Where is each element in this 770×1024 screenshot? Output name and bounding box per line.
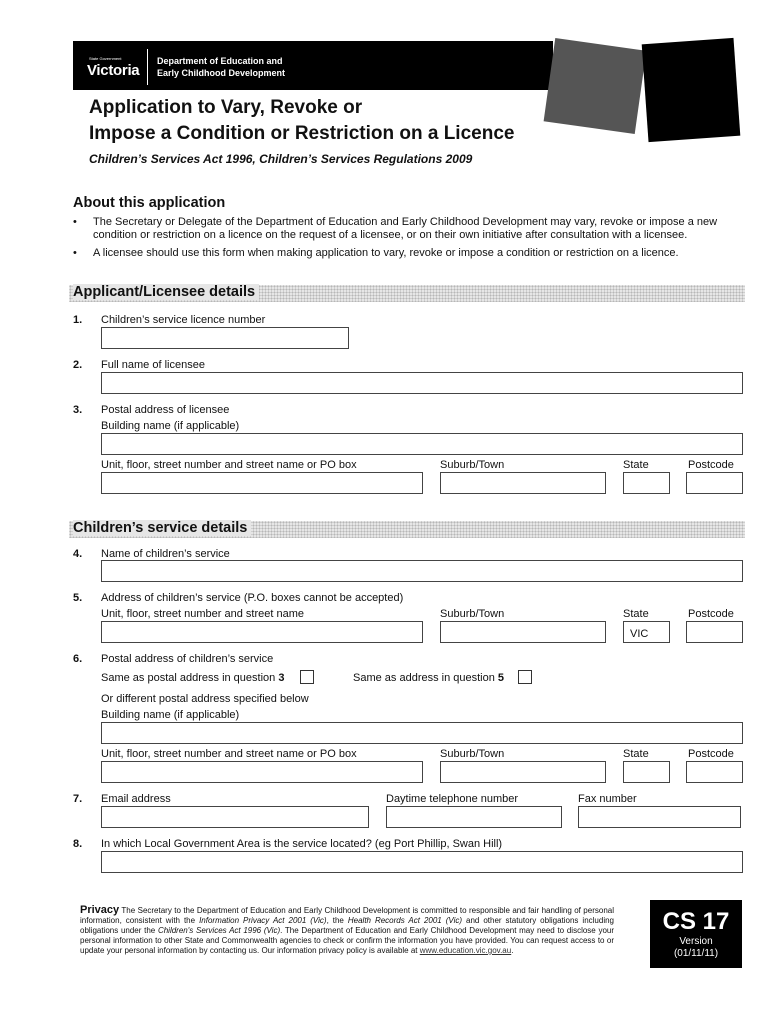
logo-divider <box>147 49 148 85</box>
same-as-q5-checkbox[interactable] <box>518 670 532 684</box>
q6-state-input[interactable] <box>623 761 670 783</box>
q5-postcode-label: Postcode <box>688 608 734 620</box>
about-bullet: • A licensee should use this form when making application to vary, revoke or impose a condition or restriction on a licence. <box>73 247 733 260</box>
q6-suburb-input[interactable] <box>440 761 606 783</box>
fax-label: Fax number <box>578 793 637 805</box>
q3-state-label: State <box>623 459 649 471</box>
form-code: CS 17 <box>662 908 730 935</box>
phone-input[interactable] <box>386 806 562 828</box>
q6-building-input[interactable] <box>101 722 743 744</box>
q6-state-label: State <box>623 748 649 760</box>
q3-postcode-label: Postcode <box>688 459 734 471</box>
version-label: Version <box>679 936 713 947</box>
logo-big-text: Victoria <box>87 62 140 79</box>
q1-number: 1. <box>73 314 83 326</box>
service-name-input[interactable] <box>101 560 743 582</box>
q2-number: 2. <box>73 359 83 371</box>
q3-building-input[interactable] <box>101 433 743 455</box>
victoria-logo <box>86 49 148 85</box>
q3-suburb-label: Suburb/Town <box>440 459 505 471</box>
q8-number: 8. <box>73 838 83 850</box>
email-label: Email address <box>101 793 171 805</box>
q3-suburb-input[interactable] <box>440 472 606 494</box>
q5-label: Address of children’s service (P.O. boxes cannot be accepted) <box>101 592 404 604</box>
q6-suburb-label: Suburb/Town <box>440 748 505 760</box>
q3-number: 3. <box>73 404 83 416</box>
lga-input[interactable] <box>101 851 743 873</box>
version-date: (01/11/11) <box>673 948 719 959</box>
q5-state-input[interactable]: VIC <box>623 621 670 643</box>
q3-street-label: Unit, floor, street number and street name or PO box <box>101 459 357 471</box>
page-title: Application to Vary, Revoke or Impose a Condition or Restriction on a Licence <box>89 97 515 144</box>
about-heading: About this application <box>73 195 226 211</box>
q5-suburb-input[interactable] <box>440 621 606 643</box>
about-bullet: • The Secretary or Delegate of the Department of Education and Early Childhood Development may vary, revoke or impose a new condition or restriction on a licence on the request of a licensee, or on their own initiative after consultation with a licensee. <box>73 216 733 242</box>
q3-street-input[interactable] <box>101 472 423 494</box>
q5-state-label: State <box>623 608 649 620</box>
q8-label: In which Local Government Area is the service located? (eg Port Phillip, Swan Hill) <box>101 838 503 850</box>
q6-street-input[interactable] <box>101 761 423 783</box>
page-subtitle: Children’s Services Act 1996, Children’s Services Regulations 2009 <box>89 152 473 166</box>
q3-label: Postal address of licensee <box>101 404 230 416</box>
licensee-name-input[interactable] <box>101 372 743 394</box>
email-input[interactable] <box>101 806 369 828</box>
q6-street-label: Unit, floor, street number and street name or PO box <box>101 748 357 760</box>
q5-street-input[interactable] <box>101 621 423 643</box>
q5-street-label: Unit, floor, street number and street name <box>101 608 304 620</box>
q5-number: 5. <box>73 592 83 604</box>
q6-postcode-label: Postcode <box>688 748 734 760</box>
fax-input[interactable] <box>578 806 741 828</box>
department-name: Department of Education and Early Childhood Development <box>157 56 286 78</box>
q1-label: Children’s service licence number <box>101 314 266 326</box>
q2-label: Full name of licensee <box>101 359 205 371</box>
decorative-square <box>642 38 741 142</box>
licence-number-input[interactable] <box>101 327 349 349</box>
same-as-q3-checkbox[interactable] <box>300 670 314 684</box>
section-header-service: Children’s service details <box>69 521 745 538</box>
about-list <box>73 216 733 265</box>
q7-number: 7. <box>73 793 83 805</box>
q6-postcode-input[interactable] <box>686 761 743 783</box>
phone-label: Daytime telephone number <box>386 793 519 805</box>
privacy-policy-link[interactable]: www.education.vic.gov.au <box>419 946 512 955</box>
q5-postcode-input[interactable] <box>686 621 743 643</box>
q4-label: Name of children’s service <box>101 548 230 560</box>
privacy-label: Privacy <box>80 904 120 916</box>
q3-state-input[interactable] <box>623 472 670 494</box>
privacy-statement: Privacy The Secretary to the Department of Education and Early Childhood Development is committed to responsible and fair handling of personal information, consistent with the Information Privacy Act 2001 (Vic), the Health Records Act 2001 (Vic) and other statutory obligations including obligations under the Children's Services Act 1996 (Vic). The Department of Education and Early Childhood Development may need to disclose your personal information to other State and Commonwealth agencies to check or confirm the information you have provided. You can request access to or update your personal information by contacting us. Our information privacy policy is available at www.education.vic.gov.au. <box>80 904 615 955</box>
same-as-q5-label: Same as address in question 5 <box>353 672 505 684</box>
q6-label: Postal address of children’s service <box>101 653 274 665</box>
q5-suburb-label: Suburb/Town <box>440 608 505 620</box>
q6-number: 6. <box>73 653 83 665</box>
q6-building-label: Building name (if applicable) <box>101 709 240 721</box>
q3-building-label: Building name (if applicable) <box>101 420 240 432</box>
q4-number: 4. <box>73 548 83 560</box>
decorative-square <box>544 38 647 134</box>
q6-different-label: Or different postal address specified below <box>101 693 309 705</box>
same-as-q3-label: Same as postal address in question 3 <box>101 672 285 684</box>
logo-small-text: State Government <box>89 56 122 61</box>
q3-postcode-input[interactable] <box>686 472 743 494</box>
section-header-applicant: Applicant/Licensee details <box>69 285 745 302</box>
form-id-badge <box>650 900 742 968</box>
